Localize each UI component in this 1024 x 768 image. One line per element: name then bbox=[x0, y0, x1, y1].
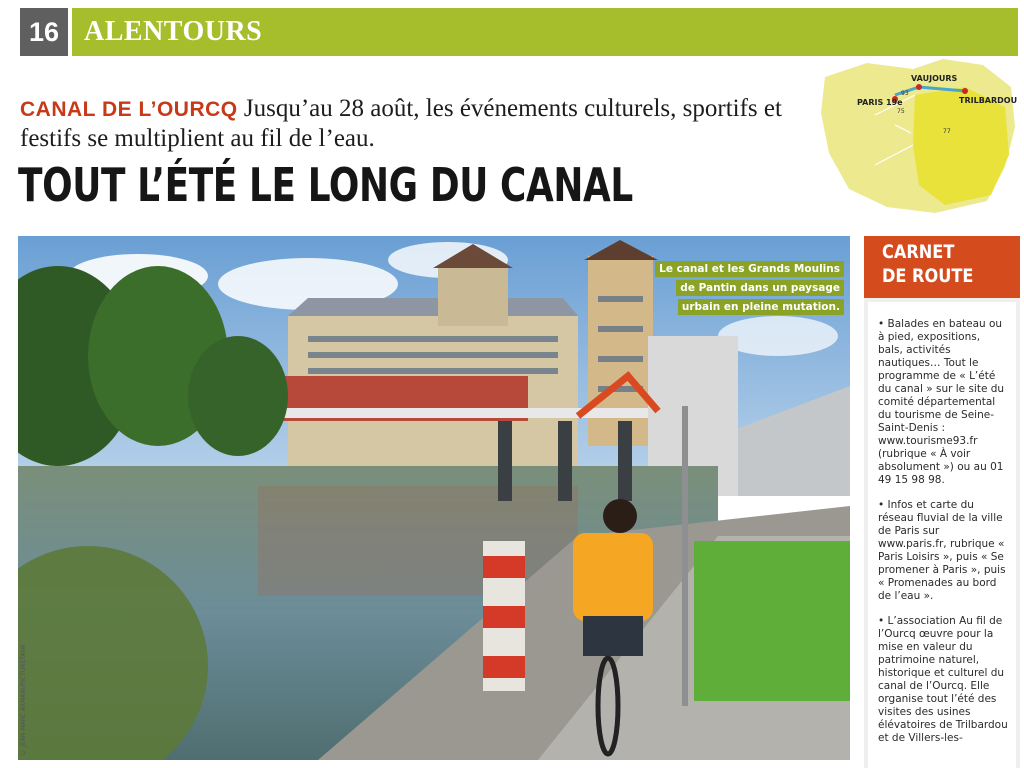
map-label-93: 93 bbox=[901, 90, 909, 97]
city-dot-trilbardou bbox=[962, 88, 968, 94]
locator-map bbox=[815, 55, 1020, 220]
sidebar-item-paris-info: • Infos et carte du réseau fluvial de la ville de Paris sur www.paris.fr, rubrique « Paris Loisirs », puis « Se promener à Paris », puis « Promenades au bord de l’eau ». bbox=[878, 499, 1006, 602]
sidebar-item-association: • L’association Au fil de l’Ourcq œuvre pour la mise en valeur du patrimoine naturel, historique et culturel du canal de l’Ourcq. Elle organise tout l’été des visites des usines élévatoires de Trilbardou et de Villers-les- bbox=[878, 615, 1008, 744]
section-header bbox=[20, 8, 1018, 56]
photo-credit: © JEAN-MARC ARMANI/PICTURETANK bbox=[20, 644, 27, 756]
section-title: ALENTOURS bbox=[72, 8, 1018, 56]
article-headline: TOUT L’ÉTÉ LE LONG DU CANAL bbox=[18, 158, 633, 212]
article-kicker: CANAL DE L’OURCQ bbox=[20, 98, 238, 121]
sidebar-title-line1: CARNET bbox=[882, 241, 955, 263]
page-number: 16 bbox=[20, 8, 68, 56]
sidebar-title-line2: DE ROUTE bbox=[882, 265, 974, 287]
sidebar-title bbox=[864, 236, 1020, 298]
canal-photo bbox=[18, 236, 850, 760]
map-label-77: 77 bbox=[943, 128, 951, 135]
map-label-75: 75 bbox=[897, 108, 905, 115]
article-lead bbox=[20, 94, 810, 153]
map-label-trilbardou: TRILBARDOU bbox=[959, 96, 1018, 105]
sidebar-body bbox=[868, 302, 1016, 768]
carnet-de-route-sidebar bbox=[864, 236, 1020, 768]
map-label-paris: PARIS 19e bbox=[857, 98, 903, 107]
sidebar-item-programme: • Balades en bateau ou à pied, expositions, bals, activités nautiques… Tout le programme de « L’été du canal » sur le site du comité départemental du tourisme de Seine-Saint-Denis : www.tourisme93.fr (rubrique « À voir absolument ») ou au 01 49 15 98 98. bbox=[878, 318, 1005, 486]
map-label-vaujours: VAUJOURS bbox=[911, 74, 958, 83]
lead-text: Jusqu’au 28 août, les événements culturels, sportifs et festifs se multiplient au fil de l’eau. bbox=[20, 95, 782, 152]
city-dot-vaujours bbox=[916, 84, 922, 90]
photo-caption: Le canal et les Grands Moulins de Pantin dans un paysage urbain en pleine mutation. bbox=[649, 260, 844, 317]
